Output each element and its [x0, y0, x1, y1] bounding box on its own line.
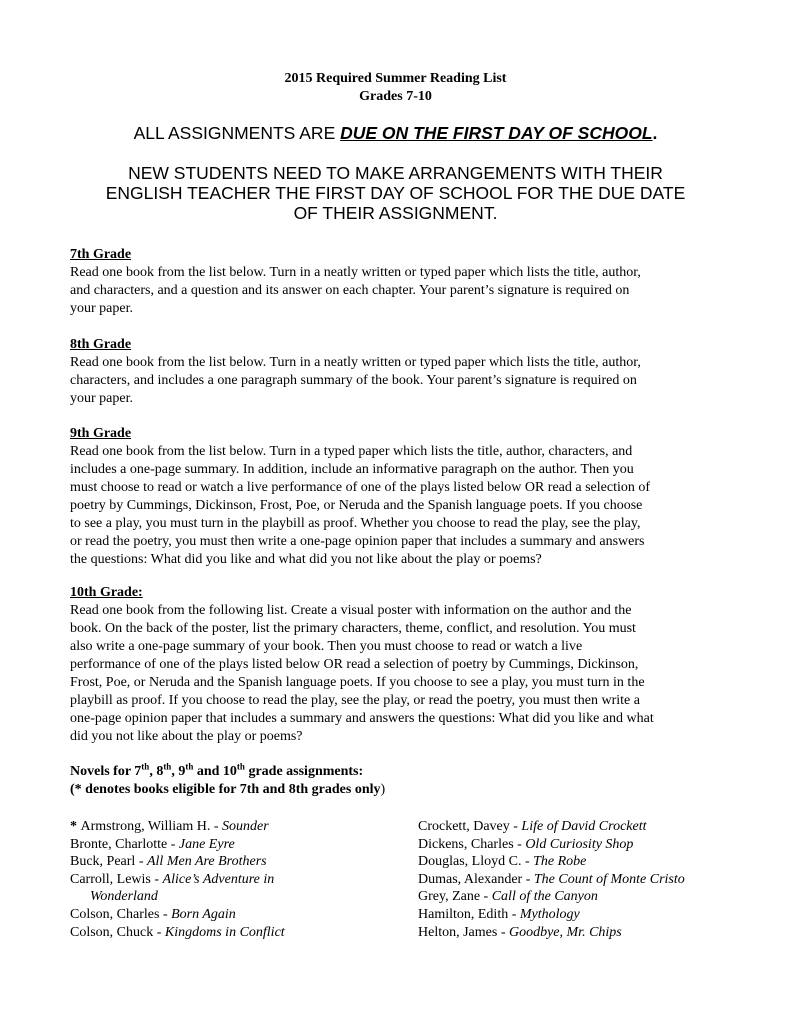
superscript: th [163, 761, 172, 772]
book-list-left [70, 818, 390, 941]
book-entry [418, 906, 748, 924]
section-line: Read one book from the list below. Turn in a neatly written or typed paper which lists the title, author, [70, 265, 641, 280]
section-line: to see a play, you must turn in the playbill as proof. Whether you choose to read the play, see the play, [70, 516, 641, 531]
book-author: Colson, Chuck - [70, 924, 165, 940]
section-line: or read the poetry, you must then write a one-page opinion paper that includes a summary and answers [70, 534, 645, 549]
book-title: Life of David Crockett [521, 819, 647, 834]
due-notice [0, 122, 791, 144]
book-entry [418, 818, 748, 836]
section-line: playbill as proof. If you choose to read the play, see the play, or read the poetry, you must then write a [70, 693, 640, 708]
section-grade-8 [70, 336, 730, 408]
book-entry [70, 818, 390, 836]
section-grade-7 [70, 246, 730, 318]
section-heading: 9th Grade [70, 426, 132, 441]
book-author: Carroll, Lewis - [70, 871, 163, 887]
novels-note-text: (* denotes books eligible for 7th and 8th grades only [70, 782, 381, 797]
book-title: Mythology [519, 906, 580, 922]
book-author: Douglas, Lloyd C. - [418, 854, 534, 870]
section-line: Read one book from the list below. Turn in a typed paper which lists the title, author, characters, and [70, 444, 633, 459]
book-author: Hamilton, Edith - [418, 906, 520, 922]
section-line: the questions: What did you like and what did you not like about the play or poems? [70, 552, 542, 567]
due-suffix: . [652, 123, 658, 143]
due-prefix: ALL ASSIGNMENTS ARE [133, 123, 341, 143]
book-author: Dumas, Alexander - [418, 871, 534, 887]
book-entry [418, 888, 748, 906]
book-title: Sounder [222, 819, 269, 834]
book-entry [418, 836, 748, 854]
book-entry [70, 924, 390, 942]
book-entry [418, 924, 748, 942]
book-title: Call of the Canyon [491, 889, 598, 905]
book-title: The Robe [533, 854, 587, 870]
book-author: Buck, Pearl - [70, 854, 147, 870]
section-line: also write a one-page summary of your book. Then you must choose to read or watch a live [70, 639, 583, 654]
section-line: must choose to read or watch a live performance of one of the plays listed below OR read a selection of [70, 480, 651, 495]
new-students-line: ENGLISH TEACHER THE FIRST DAY OF SCHOOL FOR THE DUE DATE [105, 183, 686, 203]
superscript: th [236, 761, 245, 772]
novels-note-paren: ) [380, 782, 386, 797]
eligible-star: * [70, 819, 81, 834]
novels-text: , 8 [149, 764, 164, 779]
novels-heading-line [70, 763, 730, 781]
new-students-line: OF THEIR ASSIGNMENT. [293, 203, 498, 223]
novels-text: Novels for 7 [70, 764, 142, 779]
section-heading: 7th Grade [70, 247, 132, 262]
book-title: Wonderland [90, 889, 158, 905]
section-line: your paper. [70, 391, 133, 406]
novels-note [70, 781, 730, 799]
section-line: did you not like about the play or poems? [70, 729, 303, 744]
section-heading: 8th Grade [70, 337, 132, 352]
book-list-right [418, 818, 748, 941]
document-header [0, 70, 791, 106]
section-grade-10 [70, 584, 730, 746]
section-line: book. On the back of the poster, list the primary characters, theme, conflict, and resolution. You must [70, 621, 636, 636]
book-title: Alice’s Adventure in [162, 871, 275, 887]
section-line: Frost, Poe, or Neruda and the Spanish language poets. If you choose to see a play, you must turn in the [70, 675, 645, 690]
document-grades: Grades 7-10 [359, 89, 432, 104]
book-title: Kingdoms in Conflict [164, 924, 285, 940]
section-line: includes a one-page summary. In addition, include an informative paragraph on the author. Then you [70, 462, 634, 477]
new-students-notice [40, 163, 751, 223]
section-grade-9 [70, 425, 730, 569]
novels-text: grade assignments: [244, 764, 364, 779]
section-line: Read one book from the list below. Turn in a neatly written or typed paper which lists the title, author, [70, 355, 641, 370]
book-title: Old Curiosity Shop [525, 836, 634, 852]
section-line: your paper. [70, 301, 133, 316]
book-entry [70, 906, 390, 924]
due-emphasis: DUE ON THE FIRST DAY OF SCHOOL [340, 123, 653, 143]
book-entry-continued [70, 888, 390, 906]
section-heading: 10th Grade: [70, 585, 143, 600]
book-title: The Count of Monte Cristo [533, 871, 685, 887]
new-students-line: NEW STUDENTS NEED TO MAKE ARRANGEMENTS WITH THEIR [128, 163, 663, 183]
section-line: Read one book from the following list. Create a visual poster with information on the author and the [70, 603, 632, 618]
book-author: Bronte, Charlotte - [70, 836, 179, 852]
novels-text: , 9 [171, 764, 186, 779]
book-entry [418, 871, 748, 889]
book-title: Jane Eyre [178, 836, 235, 852]
book-author: Crockett, Davey - [418, 819, 522, 834]
novels-text: and 10 [193, 764, 237, 779]
section-line: performance of one of the plays listed below OR read a selection of poetry by Cummings, Dickinson, [70, 657, 639, 672]
section-line: one-page opinion paper that includes a summary and answers the questions: What did you like and what [70, 711, 654, 726]
section-line: and characters, and a question and its answer on each chapter. Your parent’s signature is required on [70, 283, 630, 298]
novels-heading [70, 763, 730, 799]
book-author: Dickens, Charles - [418, 836, 526, 852]
section-line: poetry by Cummings, Dickinson, Frost, Poe, or Neruda and the Spanish language poets. If you choose [70, 498, 643, 513]
book-author: Armstrong, William H. - [80, 819, 222, 834]
book-entry [418, 853, 748, 871]
book-title: Born Again [171, 906, 236, 922]
superscript: th [141, 761, 150, 772]
book-entry [70, 836, 390, 854]
book-author: Grey, Zane - [418, 889, 492, 905]
book-author: Colson, Charles - [70, 906, 172, 922]
superscript: th [185, 761, 194, 772]
section-line: characters, and includes a one paragraph summary of the book. Your parent’s signature is required on [70, 373, 637, 388]
book-author: Helton, James - [418, 924, 509, 940]
document-title: 2015 Required Summer Reading List [284, 71, 507, 86]
book-title: All Men Are Brothers [146, 854, 267, 870]
book-entry [70, 853, 390, 871]
book-entry [70, 871, 390, 889]
book-title: Goodbye, Mr. Chips [508, 924, 622, 940]
